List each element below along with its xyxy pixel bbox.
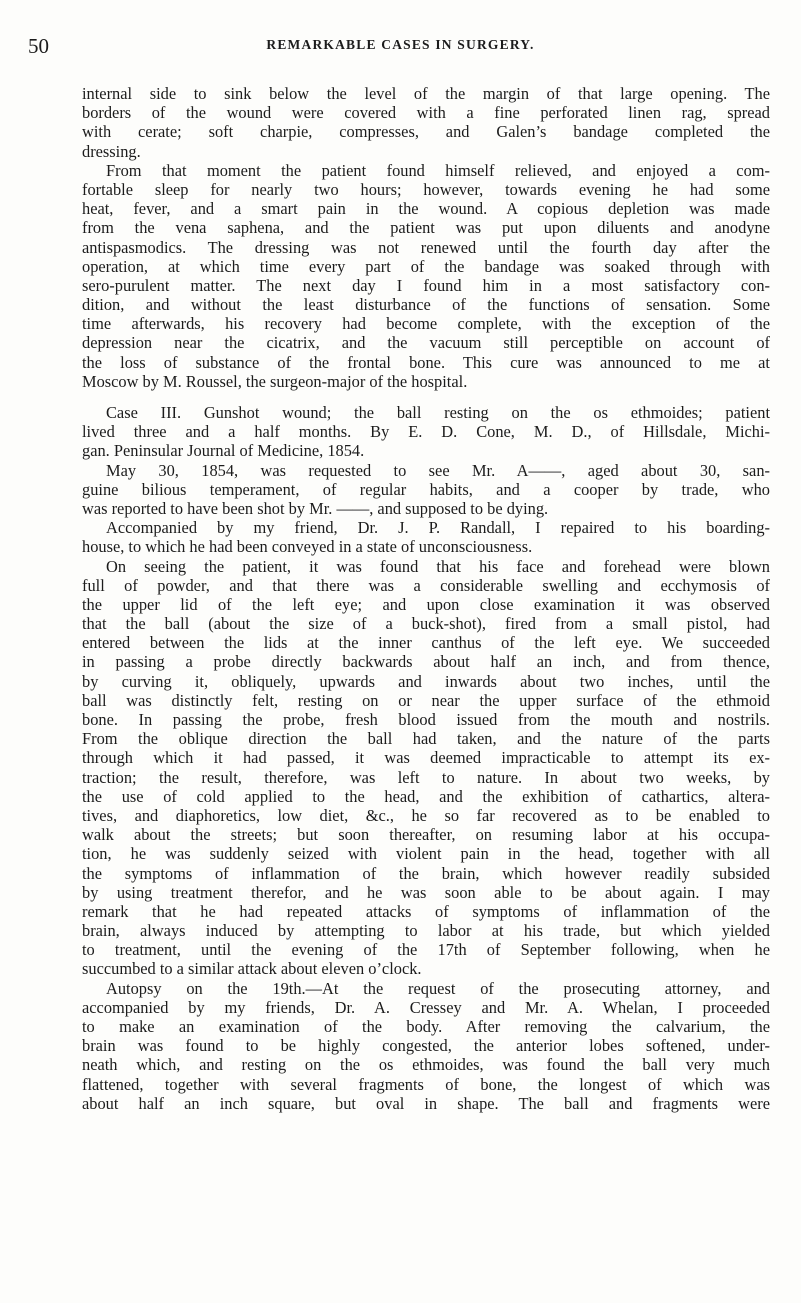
text-line: flattened, together with several fragments of bone, the longest of which was bbox=[82, 1074, 770, 1094]
text-line: to treatment, until the evening of the 17th of September following, when he bbox=[82, 940, 770, 960]
text-line: From the oblique direction the ball had taken, and the nature of the parts bbox=[82, 729, 770, 749]
text-line: On seeing the patient, it was found that his face and forehead were blown bbox=[106, 556, 770, 576]
text-line: about half an inch square, but oval in shape. The ball and fragments were bbox=[82, 1093, 770, 1113]
page-number: 50 bbox=[28, 34, 49, 58]
body-text bbox=[82, 84, 770, 1113]
text-line: dition, and without the least disturbance of the functions of sensation. Some bbox=[82, 295, 770, 315]
text-line: sero-purulent matter. The next day I found him in a most satisfactory con- bbox=[82, 275, 770, 295]
page-header bbox=[28, 34, 773, 58]
text-line: brain, always induced by attempting to labor at his trade, but which yielded bbox=[82, 921, 770, 941]
running-head: REMARKABLE CASES IN SURGERY. bbox=[266, 37, 535, 52]
text-line: tives, and diaphoretics, low diet, &c., he so far recovered as to be enabled to bbox=[82, 805, 770, 825]
text-line: accompanied by my friends, Dr. A. Cressey and Mr. A. Whelan, I proceeded bbox=[82, 997, 770, 1017]
text-line: guine bilious temperament, of regular habits, and a cooper by trade, who bbox=[82, 479, 770, 499]
text-line: Case III. Gunshot wound; the ball resting on the os ethmoides; patient bbox=[106, 403, 770, 422]
text-line: bone. In passing the probe, fresh blood issued from the mouth and nostrils. bbox=[82, 710, 770, 729]
text-line: with cerate; soft charpie, compresses, and Galen’s bandage completed the bbox=[82, 122, 770, 142]
text-line: the loss of substance of the frontal bone. This cure was announced to me at bbox=[82, 352, 770, 372]
text-line: heat, fever, and a smart pain in the wound. A copious depletion was made bbox=[82, 199, 770, 219]
text-line: fortable sleep for nearly two hours; however, towards evening he had some bbox=[82, 179, 770, 199]
text-line: gan. Peninsular Journal of Medicine, 1854. bbox=[82, 441, 365, 461]
text-line: through which it had passed, it was deemed impracticable to attempt its ex- bbox=[82, 748, 770, 768]
text-line: the upper lid of the left eye; and upon close examination it was observed bbox=[82, 594, 770, 614]
text-line: Autopsy on the 19th.—At the request of the prosecuting attorney, and bbox=[106, 978, 770, 998]
text-line: brain was found to be highly congested, the anterior lobes softened, under- bbox=[82, 1036, 770, 1056]
text-line: antispasmodics. The dressing was not renewed until the fourth day after the bbox=[82, 237, 770, 257]
text-line: neath which, and resting on the os ethmoides, was found the ball very much bbox=[82, 1055, 770, 1075]
text-line: walk about the streets; but soon thereafter, on resuming labor at his occupa- bbox=[82, 825, 770, 845]
text-line: by using treatment therefor, and he was soon able to be about again. I may bbox=[82, 882, 770, 902]
text-line: tion, he was suddenly seized with violent pain in the head, together with all bbox=[82, 844, 770, 864]
text-line: by curving it, obliquely, upwards and inwards about two inches, until the bbox=[82, 671, 770, 691]
text-line: dressing. bbox=[82, 141, 141, 161]
text-line: time afterwards, his recovery had become complete, with the exception of the bbox=[82, 314, 770, 334]
text-line: Accompanied by my friend, Dr. J. P. Randall, I repaired to his boarding- bbox=[106, 518, 770, 538]
text-line: borders of the wound were covered with a fine perforated linen rag, spread bbox=[82, 103, 770, 123]
text-line: lived three and a half months. By E. D. Cone, M. D., of Hillsdale, Michi- bbox=[82, 422, 770, 442]
text-line: From that moment the patient found himself relieved, and enjoyed a com- bbox=[106, 160, 770, 180]
text-line: house, to which he had been conveyed in a state of unconsciousness. bbox=[82, 537, 533, 557]
text-line: the use of cold applied to the head, and the exhibition of cathartics, altera- bbox=[82, 786, 770, 806]
text-line: entered between the lids at the inner canthus of the left eye. We succeeded bbox=[82, 633, 770, 653]
text-line: to make an examination of the body. After removing the calvarium, the bbox=[82, 1017, 770, 1036]
text-line: operation, at which time every part of the bandage was soaked through with bbox=[82, 256, 770, 276]
text-line: the symptoms of inflammation of the brain, which however readily subsided bbox=[82, 863, 770, 883]
text-line: that the ball (about the size of a buck-shot), fired from a small pistol, had bbox=[82, 614, 770, 634]
text-line: May 30, 1854, was requested to see Mr. A——, aged about 30, san- bbox=[106, 460, 770, 480]
text-line: traction; the result, therefore, was left to nature. In about two weeks, by bbox=[82, 767, 770, 787]
text-line: was reported to have been shot by Mr. ——, and supposed to be dying. bbox=[82, 498, 549, 518]
text-line: succumbed to a similar attack about eleven o’clock. bbox=[82, 959, 422, 979]
text-line: ball was distinctly felt, resting on or near the upper surface of the ethmoid bbox=[82, 690, 770, 710]
text-line: internal side to sink below the level of the margin of that large opening. The bbox=[82, 84, 770, 103]
text-line: from the vena saphena, and the patient was put upon diluents and anodyne bbox=[82, 218, 770, 238]
text-line: depression near the cicatrix, and the vacuum still perceptible on account of bbox=[82, 333, 770, 353]
text-line: Moscow by M. Roussel, the surgeon-major of the hospital. bbox=[82, 371, 468, 391]
text-line: remark that he had repeated attacks of symptoms of inflammation of the bbox=[82, 901, 770, 921]
text-line: in passing a probe directly backwards about half an inch, and from thence, bbox=[82, 652, 770, 672]
text-line: full of powder, and that there was a considerable swelling and ecchymosis of bbox=[82, 575, 770, 595]
